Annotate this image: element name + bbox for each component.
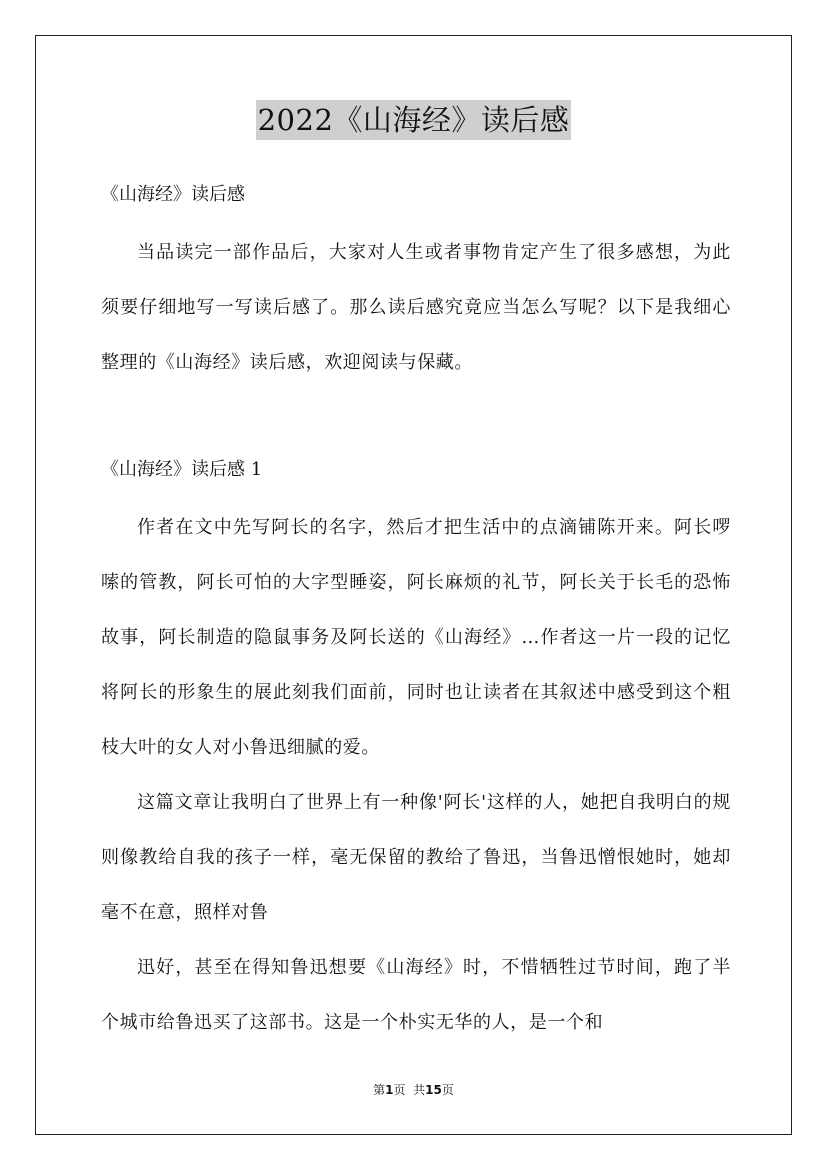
footer-page-mid: 页 共 — [393, 1083, 426, 1097]
section1-paragraph-2: 这篇文章让我明白了世界上有一种像'阿长'这样的人，她把自我明白的规则像教给自我的孩子一样，毫无保留的教给了鲁迅，当鲁迅憎恨她时，她却毫不在意，照样对鲁 — [101, 792, 731, 923]
document-body — [101, 170, 731, 1050]
intro-paragraph: 当品读完一部作品后，大家对人生或者事物肯定产生了很多感想，为此须要仔细地写一写读后感了。那么读后感究竟应当怎么写呢？以下是我细心整理的《山海经》读后感，欢迎阅读与保藏。 — [101, 242, 731, 373]
title-container — [0, 100, 827, 140]
footer-page-prefix: 第 — [373, 1083, 386, 1097]
document-title: 2022《山海经》读后感 — [256, 100, 572, 140]
footer-total-pages: 15 — [425, 1083, 442, 1097]
footer-current-page: 1 — [385, 1083, 394, 1097]
footer-page-suffix: 页 — [441, 1083, 454, 1097]
intro-heading: 《山海经》读后感 — [101, 184, 245, 205]
section1-heading: 《山海经》读后感 1 — [101, 459, 263, 480]
section1-paragraph-1: 作者在文中先写阿长的名字，然后才把生活中的点滴铺陈开来。阿长啰嗦的管教，阿长可怕的大字型睡姿，阿长麻烦的礼节，阿长关于长毛的恐怖故事，阿长制造的隐鼠事务及阿长送的《山海经》…作者这一片一段的记忆将阿长的形象生的展此刻我们面前，同时也让读者在其叙述中感受到这个粗枝大叶的女人对小鲁迅细腻的爱。 — [101, 517, 731, 758]
page-footer — [0, 1081, 827, 1098]
section1-paragraph-3: 迅好，甚至在得知鲁迅想要《山海经》时，不惜牺牲过节时间，跑了半个城市给鲁迅买了这部书。这是一个朴实无华的人，是一个和 — [101, 957, 731, 1033]
section-spacer — [101, 390, 731, 435]
